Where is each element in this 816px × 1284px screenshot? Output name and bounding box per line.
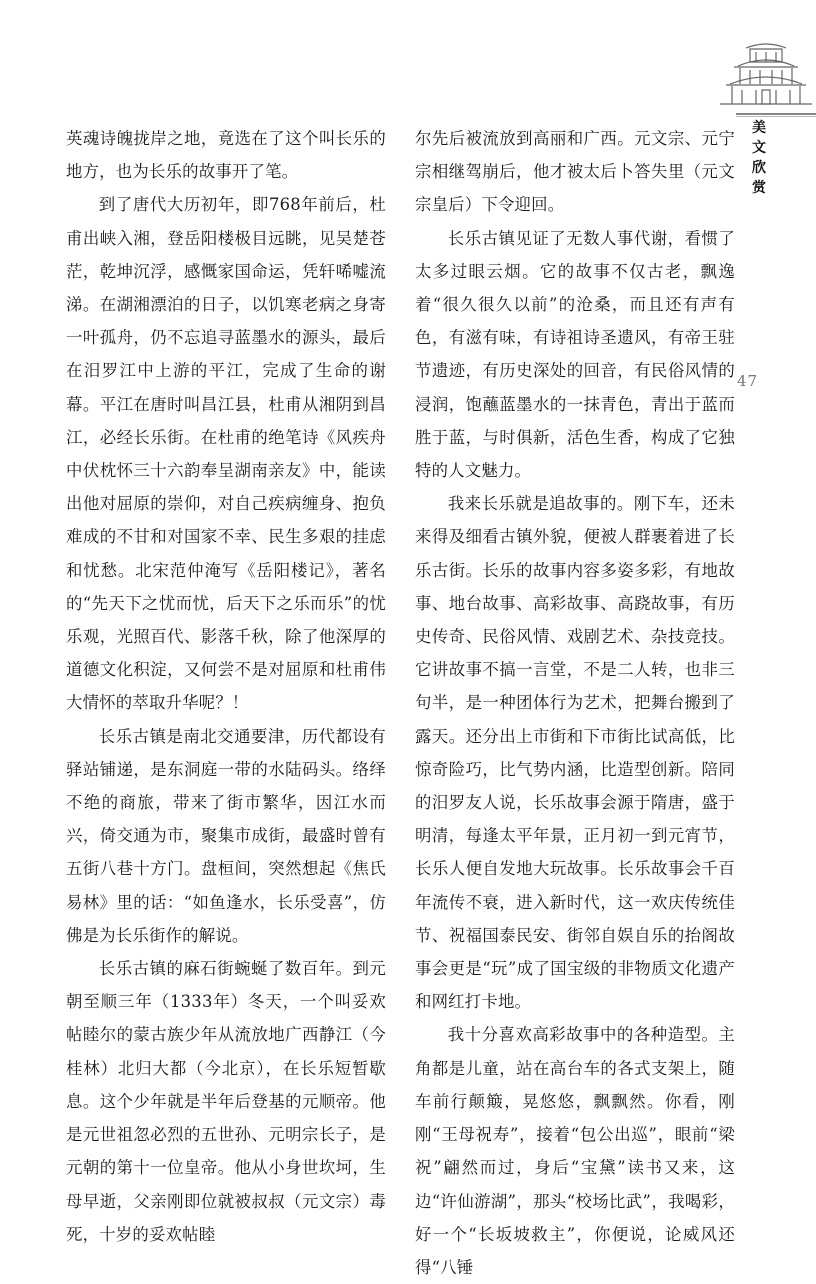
paragraph: 我来长乐就是追故事的。刚下车，还未来得及细看古镇外貌，便被人群裹着进了长乐古街。长乐的故事内容多姿多彩，有地故事、地台故事、高彩故事、高跷故事，有历史传奇、民俗风情、戏剧艺术、杂技竞技。它讲故事不搞一言堂，不是二人转，也非三句半，是一种团体行为艺术，把舞台搬到了露天。还分出上市街和下市街比试高低，比惊奇险巧，比气势内涵，比造型创新。陪同的汨罗友人说，长乐故事会源于隋唐，盛于明清，每逢太平年景，正月初一到元宵节，长乐人便自发地大玩故事。长乐故事会千百年流传不衰，进入新时代，这一欢庆传统佳节、祝福国泰民安、街邻自娱自乐的抬阁故事会更是“玩”成了国宝级的非物质文化遗产和网红打卡地。 [415, 494, 735, 1012]
right-column [415, 122, 735, 1284]
paragraph: 尔先后被流放到高丽和广西。元文宗、元宁宗相继驾崩后，他才被太后卜答失里（元文宗皇后）下令迎回。 [415, 129, 735, 215]
paragraph: 英魂诗魄拢岸之地，竟选在了这个叫长乐的地方，也为长乐的故事开了笔。 [66, 129, 386, 182]
paragraph: 长乐古镇见证了无数人事代谢，看惯了太多过眼云烟。它的故事不仅古老，飘逸着“很久很久以前”的沧桑，而且还有声有色，有滋有味，有诗祖诗圣遗风，有帝王驻节遗迹，有历史深处的回音，有民俗风情的浸润，饱蘸蓝墨水的一抹青色，青出于蓝而胜于蓝，与时俱新，活色生香，构成了它独特的人文魅力。 [415, 228, 735, 481]
section-title: 美 文 欣 赏 [752, 120, 766, 196]
header-rule [736, 113, 816, 115]
paragraph: 我十分喜欢高彩故事中的各种造型。主角都是儿童，站在高台车的各式支架上，随车前行颠簸，晃悠悠，飘飘然。你看，刚刚“王母祝寿”，接着“包公出巡”，眼前“梁祝”翩然而过，身后“宝黛”读书又来，这边“许仙游湖”，那头“校场比武”，我喝彩，好一个“长坂坡救主”，你便说，论威风还得“八锤 [415, 1025, 735, 1277]
paragraph: 到了唐代大历初年，即768年前后，杜甫出峡入湘，登岳阳楼极目远眺，见吴楚苍茫，乾坤沉浮，感慨家国命运，凭轩唏嘘流涕。在湖湘漂泊的日子，以饥寒老病之身寄一叶孤舟，仍不忘追寻蓝墨水的源头，最后在汨罗江中上游的平江，完成了生命的谢幕。平江在唐时叫昌江县，杜甫从湘阴到昌江，必经长乐街。在杜甫的绝笔诗《风疾舟中伏枕怀三十六韵奉呈湖南亲友》中，能读出他对屈原的崇仰，对自己疾病缠身、抱负难成的不甘和对国家不幸、民生多艰的挂虑和忧愁。北宋范仲淹写《岳阳楼记》，著名的“先天下之忧而忧，后天下之乐而乐”的忧乐观，光照百代、影落千秋，除了他深厚的道德文化积淀，又何尝不是对屈原和杜甫伟大情怀的萃取升华呢？！ [66, 195, 386, 713]
left-column [66, 122, 386, 1251]
page-number: 47 [737, 372, 759, 390]
paragraph: 长乐古镇是南北交通要津，历代都设有驿站铺递，是东洞庭一带的水陆码头。络绎不绝的商旅，带来了街市繁华，因江水而兴，倚交通为市，聚集市成街，最盛时曾有五街八巷十方门。盘桓间，突然想起《焦氏易林》里的话：“如鱼逢水，长乐受喜”，仿佛是为长乐街作的解说。 [66, 726, 386, 945]
pavilion-icon [716, 40, 816, 112]
paragraph: 长乐古镇的麻石街蜿蜒了数百年。到元朝至顺三年（1333年）冬天，一个叫妥欢帖睦尔的蒙古族少年从流放地广西静江（今桂林）北归大都（今北京），在长乐短暂歇息。这个少年就是半年后登基的元顺帝。他是元世祖忽必烈的五世孙、元明宗长子，是元朝的第十一位皇帝。他从小身世坎坷，生母早逝，父亲刚即位就被叔叔（元文宗）毒死，十岁的妥欢帖睦 [66, 959, 386, 1244]
header-rule-thin [736, 116, 816, 117]
